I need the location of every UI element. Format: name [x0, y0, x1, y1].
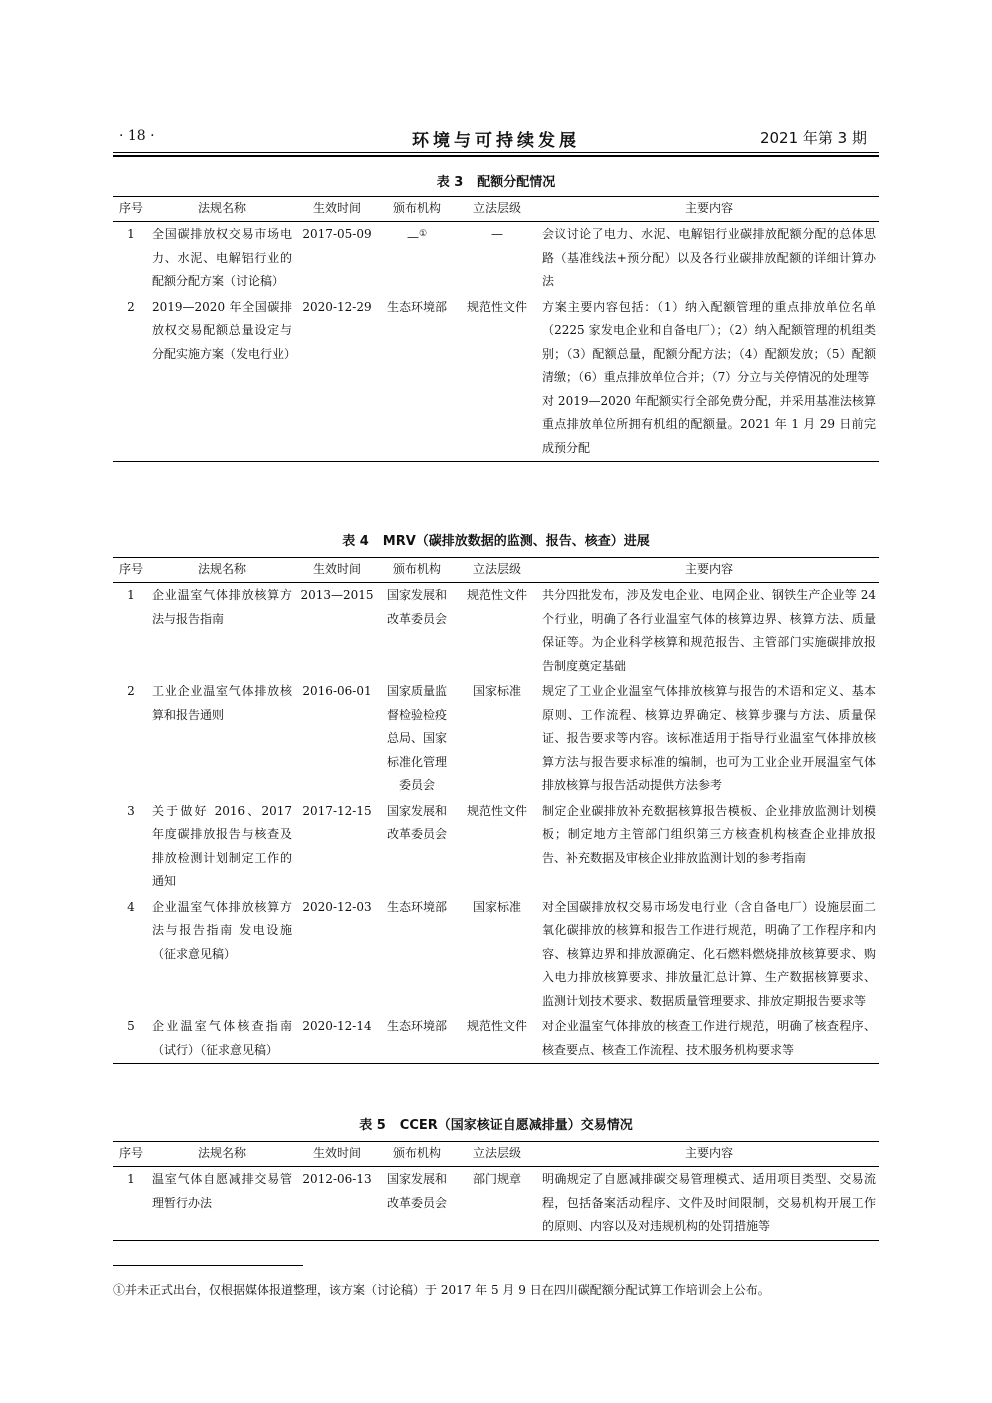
regulation-name: 全国碳排放权交易市场电力、水泥、电解铝行业的配额分配方案（讨论稿）: [152, 227, 292, 288]
table-row: [113, 895, 879, 1015]
table4-header-row: [113, 558, 879, 583]
main-content: 对全国碳排放权交易市场发电行业（含自备电厂）设施层面二氧化碳排放的核算和报告工作进行规范，明确了工作程序和内容、核算边界和排放源确定、化石燃料燃烧排放核算要求、购入电力排放核算要求、排放量汇总计算、生产数据核算要求、监测计划技术要求、数据质量管理要求、排放定期报告要求等: [542, 899, 876, 1008]
table5-title: CCER（国家核证自愿减排量）交易情况: [399, 1118, 633, 1133]
main-content: 共分四批发布，涉及发电企业、电网企业、钢铁生产企业等 24 个行业，明确了各行业温室气体的核算边界、核算方法、质量保证等。为企业科学核算和规范报告、主管部门实施碳排放报告制度奠定基础: [542, 588, 876, 673]
row-number: 1: [127, 588, 135, 602]
table3-number: 表 3: [436, 175, 464, 190]
column-header: 主要内容: [539, 197, 879, 222]
legislative-level: 规范性文件: [455, 1014, 539, 1064]
issuing-authority: 国家发展和改革委员会: [386, 803, 447, 841]
main-content: 明确规定了自愿减排碳交易管理模式、适用项目类型、交易流程，包括备案活动程序、文件及时间限制，交易机构开展工作的原则、内容以及对违规机构的处罚措施等: [539, 1167, 879, 1241]
row-number: 2: [127, 684, 135, 698]
footnote: ①并未正式出台，仅根据媒体报道整理，该方案（讨论稿）于 2017 年 5 月 9 日在四川碳配额分配试算工作培训会上公布。: [113, 1283, 770, 1297]
main-content: 制定企业碳排放补充数据核算报告模板、企业排放监测计划模板；制定地方主管部门组织第三方核查机构核查企业排放报告、补充数据及审核企业排放监测计划的参考指南: [542, 803, 876, 865]
regulation-name: 工业企业温室气体排放核算和报告通则: [152, 684, 292, 722]
table4-caption: [113, 530, 879, 549]
table-row: [113, 295, 879, 462]
effective-date: 2016-06-01: [302, 684, 372, 698]
legislative-level: 规范性文件: [466, 588, 527, 602]
legislative-level: 部门规章: [455, 1167, 539, 1241]
row-number: 3: [127, 803, 135, 818]
row-number: 5: [113, 1014, 149, 1064]
regulation-name: 企业温室气体排放核算方法与报告指南 发电设施（征求意见稿）: [152, 899, 292, 961]
table3-title: 配额分配情况: [477, 175, 556, 190]
issuing-authority: 生态环境部: [379, 295, 455, 462]
column-header: 序号: [113, 1142, 149, 1167]
column-header: 立法层级: [455, 197, 539, 222]
legislative-level: 规范性文件: [466, 803, 527, 818]
regulation-name: 2019—2020 年全国碳排放权交易配额总量设定与分配实施方案（发电行业）: [149, 295, 295, 462]
column-header: 主要内容: [539, 558, 879, 583]
main-content: 会议讨论了电力、水泥、电解铝行业碳排放配额分配的总体思路（基准线法+预分配）以及各行业碳排放配额的详细计算办法: [542, 227, 876, 288]
table5-number: 表 5: [359, 1118, 386, 1133]
column-header: 立法层级: [455, 558, 539, 583]
effective-date: 2020-12-03: [302, 899, 372, 914]
column-header: 生效时间: [295, 197, 379, 222]
effective-date: 2012-06-13: [295, 1167, 379, 1241]
column-header: 序号: [113, 197, 149, 222]
column-header: 法规名称: [149, 558, 295, 583]
table5-header-row: [113, 1142, 879, 1167]
column-header: 生效时间: [295, 1142, 379, 1167]
effective-date: 2020-12-14: [295, 1014, 379, 1064]
legislative-level: 国家标准: [472, 684, 521, 698]
table4: [113, 557, 879, 1064]
table3-header-row: [113, 197, 879, 222]
main-content: 对企业温室气体排放的核查工作进行规范，明确了核查程序、核查要点、核查工作流程、技术服务机构要求等: [539, 1014, 879, 1064]
column-header: 立法层级: [455, 1142, 539, 1167]
issuing-authority-text: —: [406, 230, 419, 244]
table-row: [113, 1167, 879, 1241]
main-content: [539, 295, 879, 462]
table5: [113, 1141, 879, 1241]
regulation-name: 企业温室气体核查指南（试行）（征求意见稿）: [149, 1014, 295, 1064]
journal-title: 环境与可持续发展: [412, 131, 580, 151]
row-number: 1: [113, 1167, 149, 1241]
effective-date: 2013—2015: [300, 588, 374, 602]
table5-caption: [113, 1114, 879, 1133]
table-row: [113, 1014, 879, 1064]
legislative-level: 国家标准: [472, 899, 521, 914]
issuing-authority: 生态环境部: [379, 1014, 455, 1064]
header-rule-thick: [113, 155, 879, 157]
issuing-authority: 国家发展和改革委员会: [379, 1167, 455, 1241]
column-header: 颁布机构: [379, 1142, 455, 1167]
table4-title: MRV（碳排放数据的监测、报告、核查）进展: [382, 534, 650, 549]
main-content: 规定了工业企业温室气体排放核算与报告的术语和定义、基本原则、工作流程、核算边界确定、核算步骤与方法、质量保证、报告要求等内容。该标准适用于指导行业温室气体排放核算方法与报告要求标准的编制，也可为工业企业开展温室气体排放核算与报告活动提供方法参考: [542, 684, 876, 792]
column-header: 主要内容: [539, 1142, 879, 1167]
content-paragraph: 对 2019—2020 年配额实行全部免费分配，并采用基准法核算重点排放单位所拥有机组的配额量。2021 年 1 月 29 日前完成预分配: [542, 393, 876, 455]
column-header: 颁布机构: [379, 558, 455, 583]
column-header: 序号: [113, 558, 149, 583]
issuing-authority: [379, 222, 455, 295]
column-header: 法规名称: [149, 197, 295, 222]
row-number: 4: [127, 899, 135, 914]
table-row: [113, 583, 879, 680]
header-rule-thin: [113, 152, 879, 153]
table3: [113, 196, 879, 462]
effective-date: 2017-05-09: [302, 227, 372, 241]
regulation-name: 企业温室气体排放核算方法与报告指南: [152, 588, 292, 626]
table4-number: 表 4: [342, 534, 369, 549]
table3-caption: [113, 171, 879, 190]
column-header: 生效时间: [295, 558, 379, 583]
regulation-name: 关于做好 2016、2017 年度碳排放报告与核查及排放检测计划制定工作的通知: [152, 803, 292, 888]
issuing-authority: 国家发展和改革委员会: [386, 588, 447, 626]
row-number: 2: [113, 295, 149, 462]
regulation-name: 温室气体自愿减排交易管理暂行办法: [149, 1167, 295, 1241]
effective-date: 2017-12-15: [302, 803, 372, 818]
legislative-level: —: [491, 227, 503, 241]
footnote-rule: [113, 1265, 303, 1266]
content-paragraph: 方案主要内容包括：（1）纳入配额管理的重点排放单位名单（2225 家发电企业和自备电厂）；（2）纳入配额管理的机组类别；（3）配额总量，配额分配方法；（4）配额发放；（5）配额清缴；（6）重点排放单位合并；（7）分立与关停情况的处理等: [542, 299, 876, 384]
issue-label: 2021 年第 3 期: [759, 129, 867, 147]
issuing-authority: 国家质量监督检验检疫总局、国家标准化管理委员会: [386, 684, 447, 792]
effective-date: 2020-12-29: [295, 295, 379, 462]
page-number: · 18 ·: [119, 128, 155, 144]
footnote-marker: ①: [418, 229, 428, 239]
table-row: [113, 799, 879, 895]
column-header: 颁布机构: [379, 197, 455, 222]
table-row: [113, 679, 879, 799]
legislative-level: 规范性文件: [455, 295, 539, 462]
page-header: [113, 124, 879, 154]
table-row: [113, 222, 879, 295]
issuing-authority: 生态环境部: [386, 899, 447, 914]
row-number: 1: [127, 227, 135, 241]
column-header: 法规名称: [149, 1142, 295, 1167]
